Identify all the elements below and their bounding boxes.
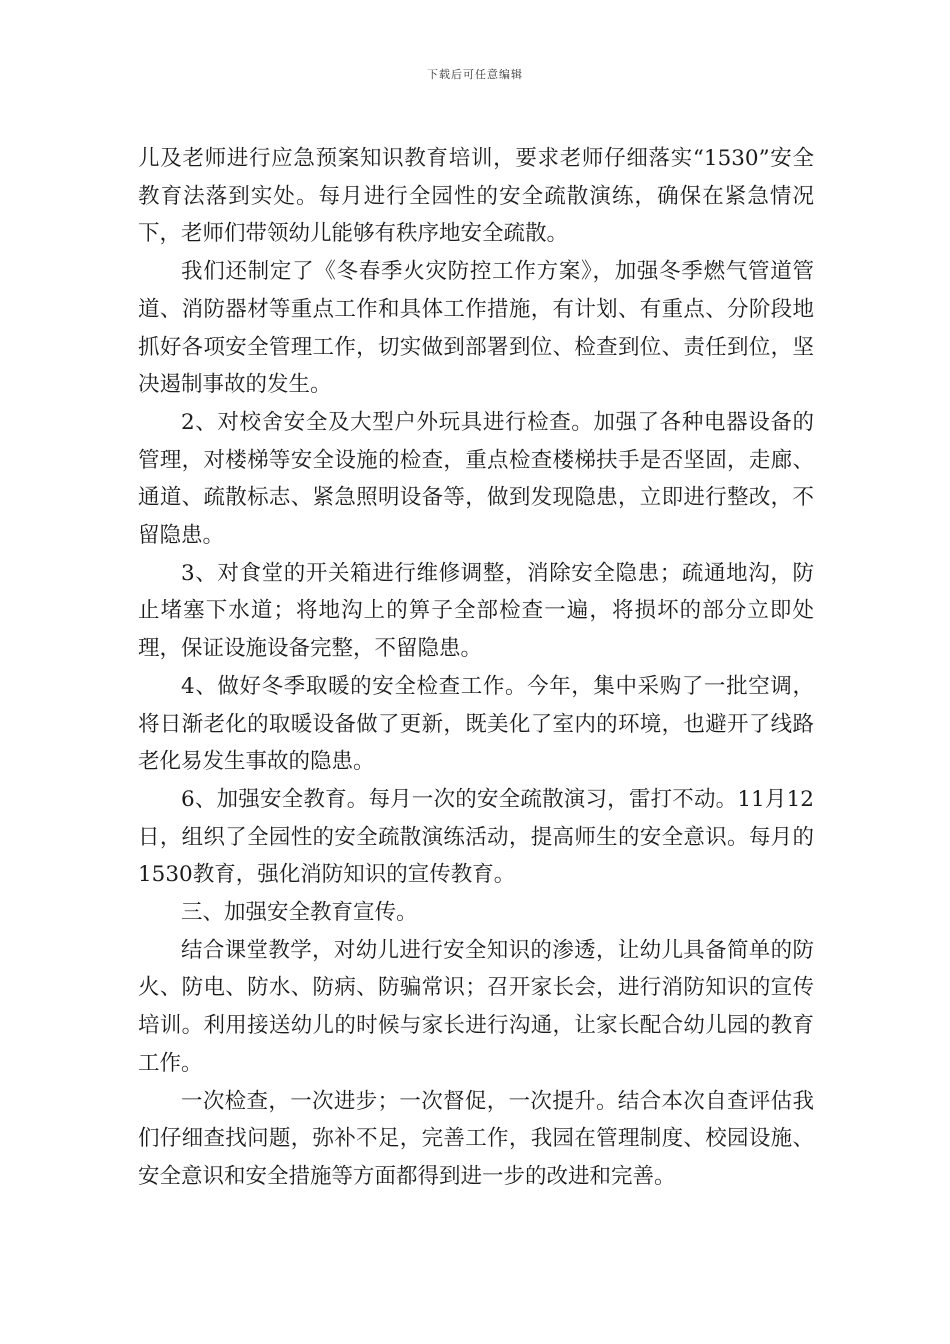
page-header-note: 下载后可任意编辑 — [427, 68, 523, 81]
paragraph-fire-prevention-plan: 我们还制定了《冬春季火灾防控工作方案》，加强冬季燃气管道管道、消防器材等重点工作和具体工作措施，有计划、有重点、分阶段地抓好各项安全管理工作，切实做到部署到位、检查到位、责任到位，坚决遏制事故的发生。 — [138, 259, 814, 398]
document-body — [138, 140, 814, 1196]
paragraph-item-2-building-check: 2、对校舍安全及大型户外玩具进行检查。加强了各种电器设备的管理，对楼梯等安全设施的检查，重点检查楼梯扶手是否坚固，走廊、通道、疏散标志、紧急照明设备等，做到发现隐患，立即进行整改，不留隐患。 — [138, 409, 814, 549]
paragraph-item-6-education: 6、加强安全教育。每月一次的安全疏散演习，雷打不动。11月12日，组织了全园性的安全疏散演练活动，提高师生的安全意识。每月的1530教育，强化消防知识的宣传教育。 — [138, 786, 814, 888]
paragraph-classroom-teaching: 结合课堂教学，对幼儿进行安全知识的渗透，让幼儿具备简单的防火、防电、防水、防病、防骗常识；召开家长会，进行消防知识的宣传培训。利用接送幼儿的时候与家长进行沟通，让家长配合幼儿园的教育工作。 — [138, 937, 814, 1076]
paragraph-conclusion: 一次检查，一次进步；一次督促，一次提升。结合本次自查评估我们仔细查找问题，弥补不足，完善工作，我园在管理制度、校园设施、安全意识和安全措施等方面都得到进一步的改进和完善。 — [138, 1088, 814, 1189]
paragraph-item-3-canteen: 3、对食堂的开关箱进行维修调整，消除安全隐患；疏通地沟，防止堵塞下水道；将地沟上的箅子全部检查一遍，将损坏的部分立即处理，保证设施设备完整，不留隐患。 — [138, 560, 814, 662]
section-heading-3: 三、加强安全教育宣传。 — [181, 900, 418, 926]
paragraph-continuation: 儿及老师进行应急预案知识教育培训，要求老师仔细落实“1530”安全教育法落到实处。每月进行全园性的安全疏散演练，确保在紧急情况下，老师们带领幼儿能够有秩序地安全疏散。 — [138, 146, 814, 247]
paragraph-item-4-heating: 4、做好冬季取暖的安全检查工作。今年，集中采购了一批空调，将日渐老化的取暖设备做了更新，既美化了室内的环境，也避开了线路老化易发生事故的隐患。 — [138, 673, 814, 775]
